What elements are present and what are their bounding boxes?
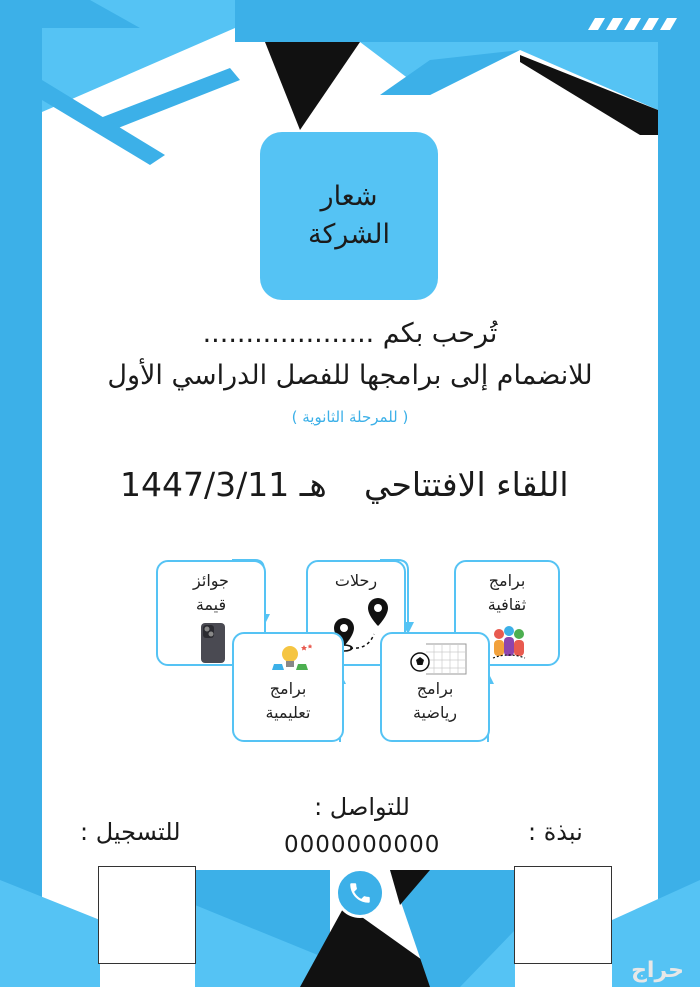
program-sports-line2: رياضية bbox=[412, 703, 458, 722]
company-logo-placeholder bbox=[260, 132, 438, 300]
welcome-text: تُرحب بكم .................... bbox=[202, 318, 498, 349]
program-sports-line1: برامج bbox=[416, 679, 454, 698]
stage-text: ( للمرحلة الثانوية ) bbox=[291, 408, 409, 426]
program-educational-line2: تعليمية bbox=[265, 703, 311, 722]
meeting-label: اللقاء الافتتاحي bbox=[364, 465, 569, 504]
phone-call-icon bbox=[335, 868, 385, 918]
about-label: نبذة : bbox=[528, 818, 583, 846]
program-prizes-line2: قيمة bbox=[195, 595, 227, 614]
program-cultural-line1: برامج bbox=[488, 571, 526, 590]
program-educational bbox=[232, 632, 344, 742]
meeting-date: 1447/3/11 هـ bbox=[120, 465, 327, 504]
logo-line-1: شعار bbox=[320, 181, 378, 212]
handset-icon bbox=[347, 880, 373, 906]
program-trips-line1: رحلات bbox=[334, 571, 378, 590]
lightbulb-icon bbox=[270, 642, 312, 672]
logo-line-2: الشركة bbox=[307, 219, 391, 250]
phone-device-icon bbox=[200, 622, 226, 664]
football-icon bbox=[406, 640, 468, 676]
contact-label: للتواصل : bbox=[314, 793, 410, 821]
people-group-icon bbox=[491, 626, 527, 660]
watermark-logo: حراج bbox=[631, 958, 684, 983]
program-prizes-line1: جوائز bbox=[193, 571, 229, 590]
register-qr-placeholder bbox=[98, 866, 196, 964]
program-sports bbox=[380, 632, 490, 742]
about-qr-placeholder bbox=[514, 866, 612, 964]
register-label: للتسجيل : bbox=[80, 818, 181, 846]
join-text: للانضمام إلى برامجها للفصل الدراسي الأول bbox=[107, 360, 593, 391]
program-educational-line1: برامج bbox=[269, 679, 307, 698]
phone-number: 0000000000 bbox=[284, 832, 441, 858]
program-cultural-line2: ثقافية bbox=[487, 595, 527, 614]
